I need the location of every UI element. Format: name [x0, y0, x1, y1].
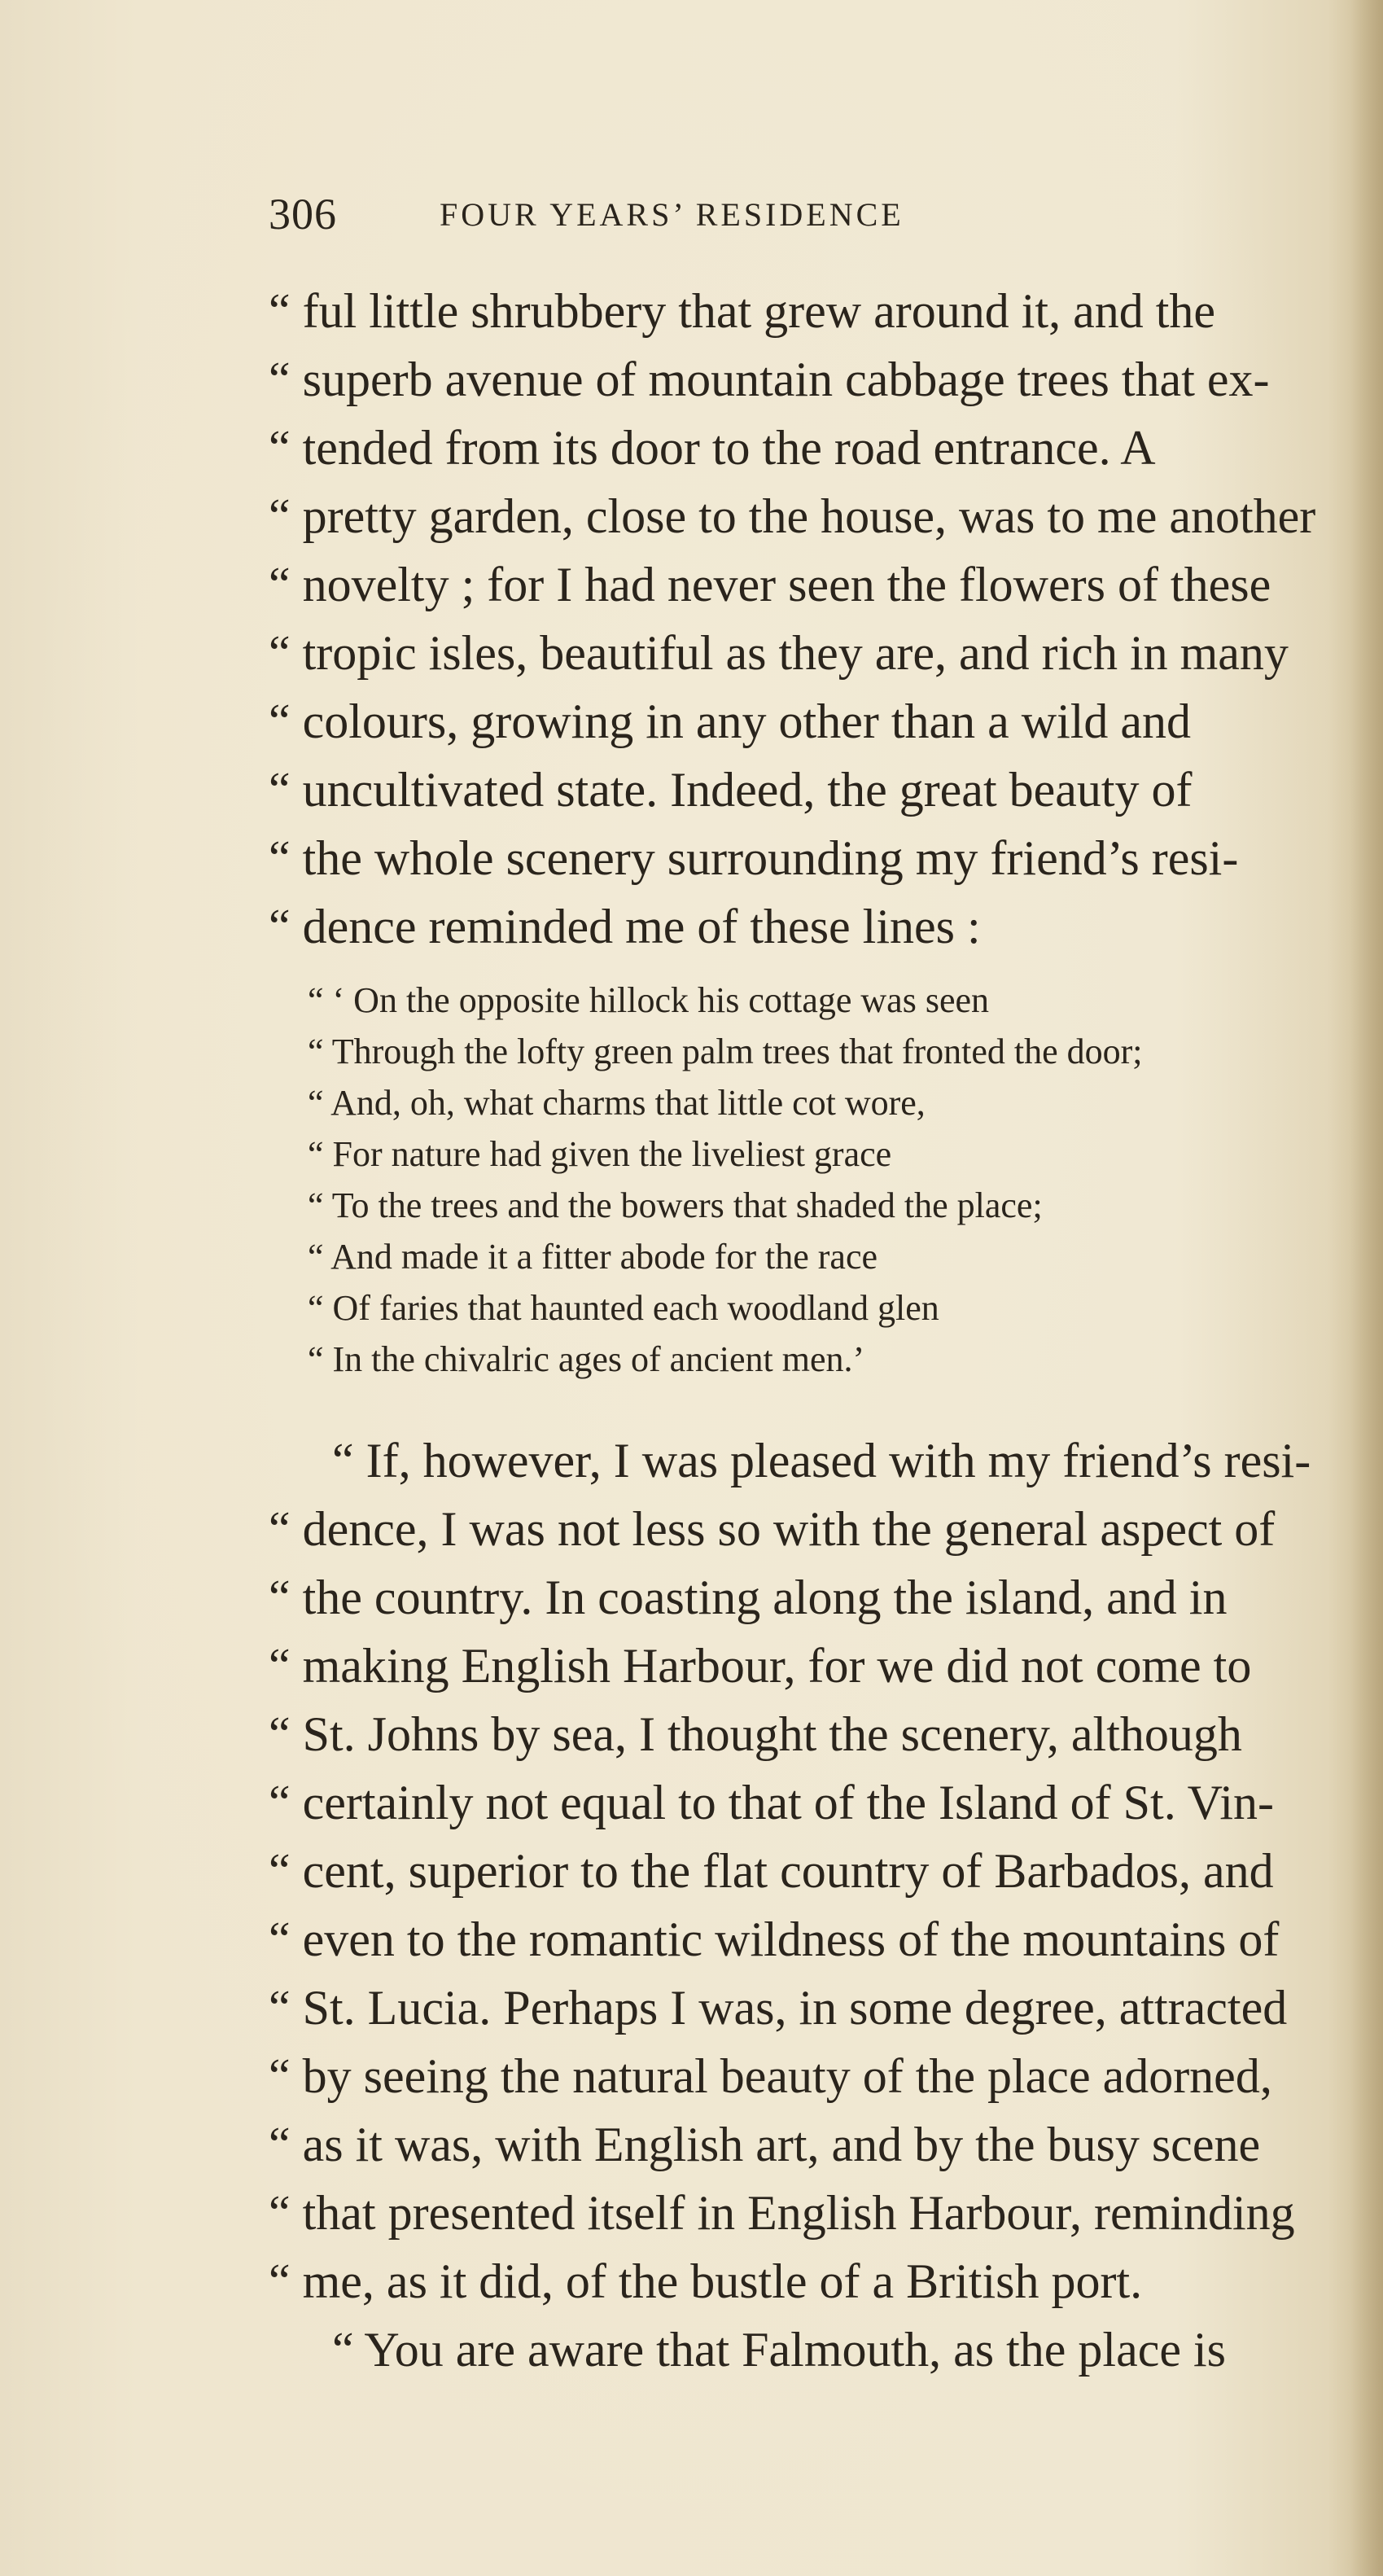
text-line: “ uncultivated state. Indeed, the great beauty of	[269, 763, 1193, 817]
text-line: “ dence, I was not less so with the general aspect of	[269, 1502, 1276, 1556]
page-edge-shadow	[1350, 0, 1383, 2576]
text-line: “ tended from its door to the road entrance. A	[269, 421, 1156, 475]
text-line: “ me, as it did, of the bustle of a British port.	[269, 2254, 1143, 2308]
text-line: “ making English Harbour, for we did not come to	[269, 1639, 1252, 1693]
page-number: 306	[269, 190, 337, 239]
verse-line: “ And, oh, what charms that little cot wore,	[308, 1083, 926, 1123]
text-line: “ certainly not equal to that of the Island of St. Vin-	[269, 1776, 1274, 1829]
verse-line: “ For nature had given the liveliest grace	[308, 1134, 892, 1174]
text-line: “ that presented itself in English Harbour, reminding	[269, 2186, 1295, 2240]
text-line: “ ful little shrubbery that grew around it, and the	[269, 284, 1215, 338]
page-header	[269, 186, 1107, 243]
text-line: “ dence reminded me of these lines :	[269, 900, 981, 953]
text-line: “ the country. In coasting along the island, and in	[269, 1571, 1228, 1624]
text-line: “ St. Johns by sea, I thought the scenery, although	[269, 1707, 1242, 1761]
text-line: “ You are aware that Falmouth, as the place is	[332, 2323, 1227, 2377]
text-line: “ St. Lucia. Perhaps I was, in some degree, attracted	[269, 1981, 1288, 2035]
text-line: “ by seeing the natural beauty of the place adorned,	[269, 2049, 1272, 2103]
text-line: “ pretty garden, close to the house, was to me another	[269, 489, 1316, 543]
verse-line: “ Through the lofty green palm trees that fronted the door;	[308, 1032, 1143, 1071]
text-line: “ If, however, I was pleased with my friend’s resi-	[332, 1434, 1311, 1487]
verse-line: “ ‘ On the opposite hillock his cottage was seen	[308, 980, 990, 1020]
verse-line: “ To the trees and the bowers that shaded the place;	[308, 1185, 1043, 1225]
text-line: “ novelty ; for I had never seen the flowers of these	[269, 558, 1271, 611]
running-head: FOUR YEARS’ RESIDENCE	[440, 196, 904, 233]
text-line: “ the whole scenery surrounding my friend’s resi-	[269, 831, 1239, 885]
text-line: “ even to the romantic wildness of the mountains of	[269, 1912, 1280, 1966]
text-line: “ as it was, with English art, and by the busy scene	[269, 2118, 1261, 2171]
verse-line: “ And made it a fitter abode for the race	[308, 1237, 878, 1277]
verse-line: “ Of faries that haunted each woodland glen	[308, 1288, 939, 1328]
text-line: “ tropic isles, beautiful as they are, and rich in many	[269, 626, 1289, 680]
text-line: “ colours, growing in any other than a wild and	[269, 694, 1192, 748]
text-line: “ cent, superior to the flat country of Barbados, and	[269, 1844, 1274, 1898]
verse-line: “ In the chivalric ages of ancient men.’	[308, 1339, 865, 1379]
text-line: “ superb avenue of mountain cabbage trees that ex-	[269, 353, 1270, 406]
